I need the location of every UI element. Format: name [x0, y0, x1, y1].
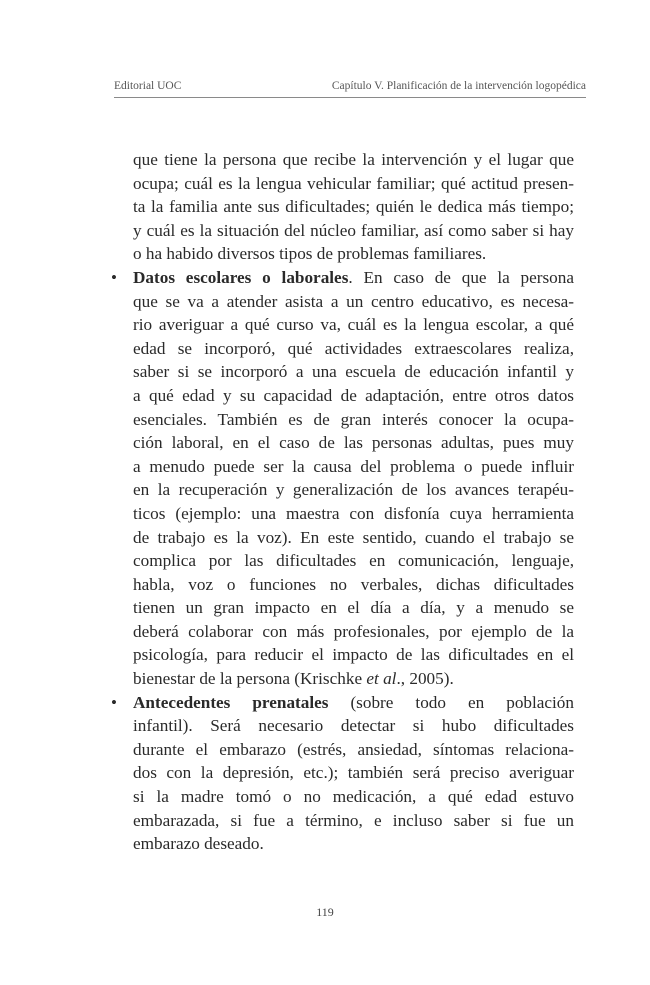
text-line: infantil). Será necesario detectar si hubo dificultades — [133, 716, 574, 736]
text-line: psicología, para reducir el impacto de las dificultades en el — [133, 645, 574, 665]
text-line: habla, voz o funciones no verbales, dichas dificultades — [133, 574, 574, 594]
text-line: edad se incorporó, qué actividades extraescolares realiza, — [133, 338, 574, 358]
bullet-antecedentes-prenatales — [111, 691, 574, 856]
text-line: deberá colaborar con más profesionales, por ejemplo de la — [133, 621, 574, 641]
text-fragment: (sobre todo en población — [328, 692, 574, 712]
text-line: embarazo deseado. — [133, 834, 264, 854]
page-body — [111, 148, 574, 856]
text-line: ticos (ejemplo: una maestra con disfonía cuya herramienta — [133, 503, 574, 523]
text-line: y cuál es la situación del núcleo familiar, así como saber si hay — [133, 220, 574, 240]
text-line: ción laboral, en el caso de las personas adultas, pues muy — [133, 433, 574, 453]
text-line: tienen un gran impacto en el día a día, y a menudo se — [133, 598, 574, 618]
text-line: a qué edad y su capacidad de adaptación, entre otros datos — [133, 385, 574, 405]
text-line: a menudo puede ser la causa del problema o puede influir — [133, 456, 574, 476]
text-line: embarazada, si fue a término, e incluso saber si fue un — [133, 810, 574, 830]
running-header — [114, 80, 586, 98]
text-line: rio averiguar a qué curso va, cuál es la lengua escolar, a qué — [133, 315, 574, 335]
text-line — [133, 691, 574, 715]
text-line: complica por las dificultades en comunicación, lenguaje, — [133, 551, 574, 571]
text-fragment: ., 2005). — [396, 669, 454, 689]
text-line — [133, 266, 574, 290]
text-fragment: . En caso de que la persona — [348, 267, 574, 287]
text-line: saber si se incorporó a una escuela de educación infantil y — [133, 362, 574, 382]
text-line: de trabajo es la voz). En este sentido, cuando el trabajo se — [133, 527, 574, 547]
bullet-datos-escolares — [111, 266, 574, 691]
text-line: ocupa; cuál es la lengua vehicular familiar; qué actitud presen- — [133, 173, 574, 193]
text-line: o ha habido diversos tipos de problemas familiares. — [133, 244, 487, 264]
text-line: ta la familia ante sus dificultades; quién le dedica más tiempo; — [133, 197, 574, 217]
text-line: que tiene la persona que recibe la intervención y el lugar que — [133, 150, 574, 169]
bullet-title: Antecedentes prenatales — [133, 692, 329, 712]
text-line — [133, 667, 574, 691]
citation-italic: et al — [366, 669, 397, 689]
page-number: 119 — [316, 905, 334, 919]
text-line: si la madre tomó o no medicación, a qué edad estuvo — [133, 787, 574, 807]
text-line: esenciales. También es de gran interés conocer la ocupa- — [133, 409, 574, 429]
text-line: durante el embarazo (estrés, ansiedad, síntomas relaciona- — [133, 739, 574, 759]
bullet-title: Datos escolares o laborales — [133, 267, 349, 287]
bullet-marker: • — [111, 692, 117, 712]
text-line: en la recuperación y generalización de los avances terapéu- — [133, 480, 574, 500]
header-publisher: Editorial UOC — [114, 80, 182, 92]
text-line: dos con la depresión, etc.); también será preciso averiguar — [133, 763, 574, 783]
text-fragment: bienestar de la persona (Krischke — [133, 669, 367, 689]
text-line: que se va a atender asista a un centro educativo, es necesa- — [133, 291, 574, 311]
intro-paragraph — [133, 148, 574, 266]
header-chapter-title: Capítulo V. Planificación de la intervención logopédica — [331, 80, 586, 92]
bullet-marker: • — [111, 267, 117, 287]
